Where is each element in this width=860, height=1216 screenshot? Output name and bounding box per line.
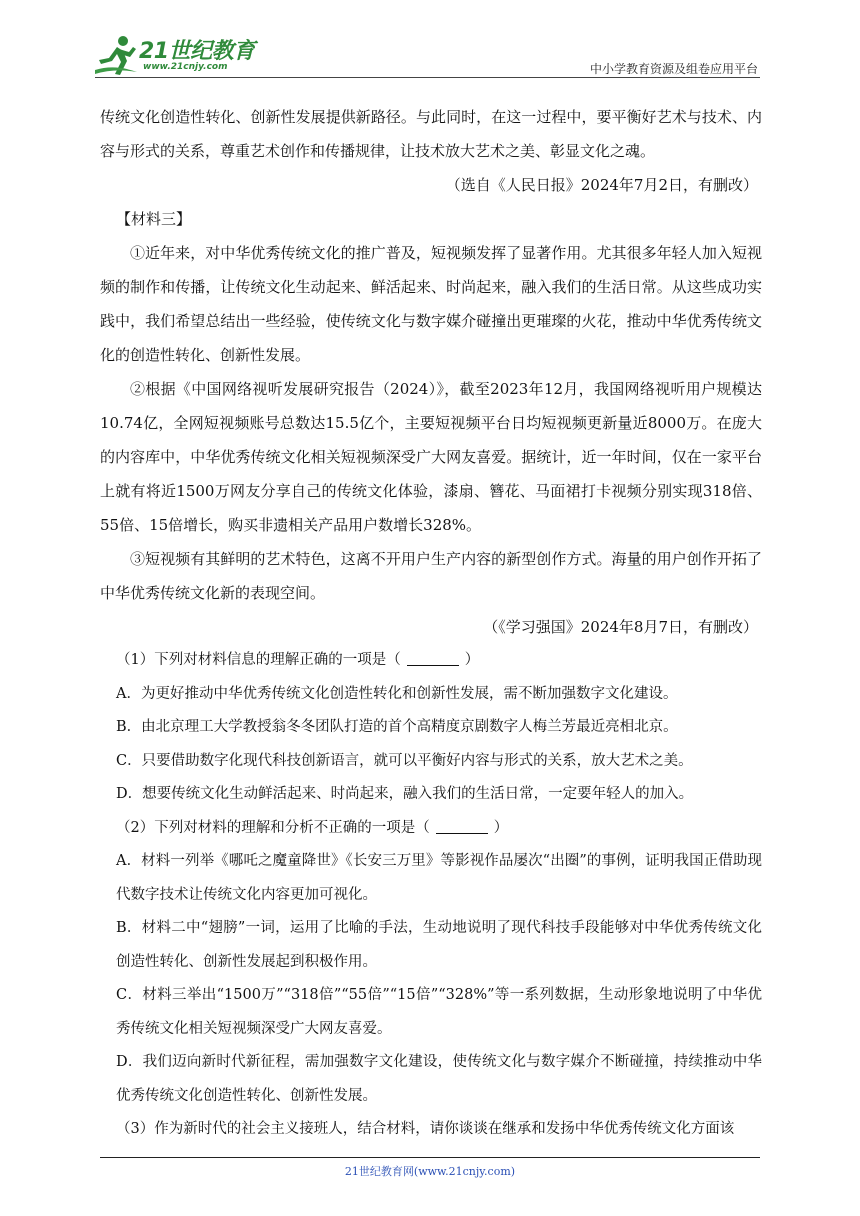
platform-name: 中小学教育资源及组卷应用平台	[589, 62, 758, 76]
runner-logo-icon	[95, 34, 139, 78]
question-1-option-b: B．由北京理工大学教授翁冬冬团队打造的首个高精度京剧数字人梅兰芳最近亮相北京。	[116, 719, 678, 735]
source-citation-3: （《学习强国》2024年8月7日，有删改）	[483, 618, 758, 636]
footer-divider	[100, 1157, 760, 1158]
question-1-option-d: D．想要传统文化生动鲜活起来、时尚起来，融入我们的生活日常，一定要年轻人的加入。	[116, 786, 694, 802]
question-2-option-b: B．材料二中“翅膀”一词，运用了比喻的手法，生动地说明了现代科技手段能够对中华优秀传统文化创造性转化、创新性发展起到积极作用。	[116, 920, 762, 970]
site-logo[interactable]	[95, 32, 260, 78]
material-3-heading: 【材料三】	[116, 210, 192, 228]
question-1-option-a: A．为更好推动中华优秀传统文化创造性转化和创新性发展，需不断加强数字文化建设。	[116, 685, 678, 702]
question-2-option-d: D．我们迈向新时代新征程，需加强数字文化建设，使传统文化与数字媒介不断碰撞，持续推动中华优秀传统文化创造性转化、创新性发展。	[116, 1054, 762, 1104]
footer-link[interactable]: 21世纪教育网(www.21cnjy.com)	[344, 1165, 516, 1178]
header-divider	[95, 77, 760, 78]
logo-url: www.21cnjy.com	[143, 62, 228, 72]
question-1-stem	[100, 644, 762, 678]
question-2-option-a: A．材料一列举《哪吒之魔童降世》《长安三万里》等影视作品屡次“出圈”的事例，证明我国正借助现代数字技术让传统文化内容更加可视化。	[116, 853, 762, 903]
document-content	[100, 100, 762, 1147]
material-3-paragraph-3: ③短视频有其鲜明的艺术特色，这离不开用户生产内容的新型创作方式。海量的用户创作开拓了中华优秀传统文化新的表现空间。	[100, 550, 762, 602]
material-3-paragraph-1: ①近年来，对中华优秀传统文化的推广普及，短视频发挥了显著作用。尤其很多年轻人加入短视频的制作和传播，让传统文化生动起来、鲜活起来、时尚起来，融入我们的生活日常。从这些成功实践中，我们希望总结出一些经验，使传统文化与数字媒介碰撞出更璀璨的火花，推动中华优秀传统文化的创造性转化、创新性发展。	[100, 244, 762, 364]
question-1-stem-text: （1）下列对材料信息的理解正确的一项是（	[116, 652, 401, 668]
page-header	[95, 32, 760, 80]
source-citation-2: （选自《人民日报》2024年7月2日，有删改）	[445, 176, 758, 194]
question-3-stem: （3）作为新时代的社会主义接班人，结合材料，请你谈谈在继承和发扬中华优秀传统文化方面该	[116, 1121, 735, 1137]
question-2-option-c: C．材料三举出“1500万”“318倍”“55倍”“15倍”“328%”等一系列数据，生动形象地说明了中华优秀传统文化相关短视频深受广大网友喜爱。	[116, 987, 762, 1037]
question-1-stem-close: ）	[464, 652, 480, 668]
question-1-option-c: C．只要借助数字化现代科技创新语言，就可以平衡好内容与形式的关系，放大艺术之美。	[116, 752, 693, 769]
intro-paragraph: 传统文化创造性转化、创新性发展提供新路径。与此同时，在这一过程中，要平衡好艺术与技术、内容与形式的关系，尊重艺术创作和传播规律，让技术放大艺术之美、彰显文化之魂。	[100, 108, 762, 160]
question-2-stem	[100, 812, 762, 846]
question-2-stem-text: （2）下列对材料的理解和分析不正确的一项是（	[116, 819, 430, 836]
material-3-paragraph-2: ②根据《中国网络视听发展研究报告（2024）》，截至2023年12月，我国网络视听用户规模达10.74亿，全网短视频账号总数达15.5亿个，主要短视频平台日均短视频更新量近8000万。在庞大的内容库中，中华优秀传统文化相关短视频深受广大网友喜爱。据统计，近一年时间，仅在一家平台上就有将近1500万网友分享自己的传统文化体验，漆扇、簪花、马面裙打卡视频分别实现318倍、55倍、15倍增长，购买非遗相关产品用户数增长328%。	[100, 380, 762, 534]
question-2-stem-close: ）	[493, 819, 509, 836]
logo-text: 21世纪教育	[139, 39, 255, 64]
answer-blank-2[interactable]	[436, 819, 488, 834]
answer-blank-1[interactable]	[407, 651, 459, 666]
